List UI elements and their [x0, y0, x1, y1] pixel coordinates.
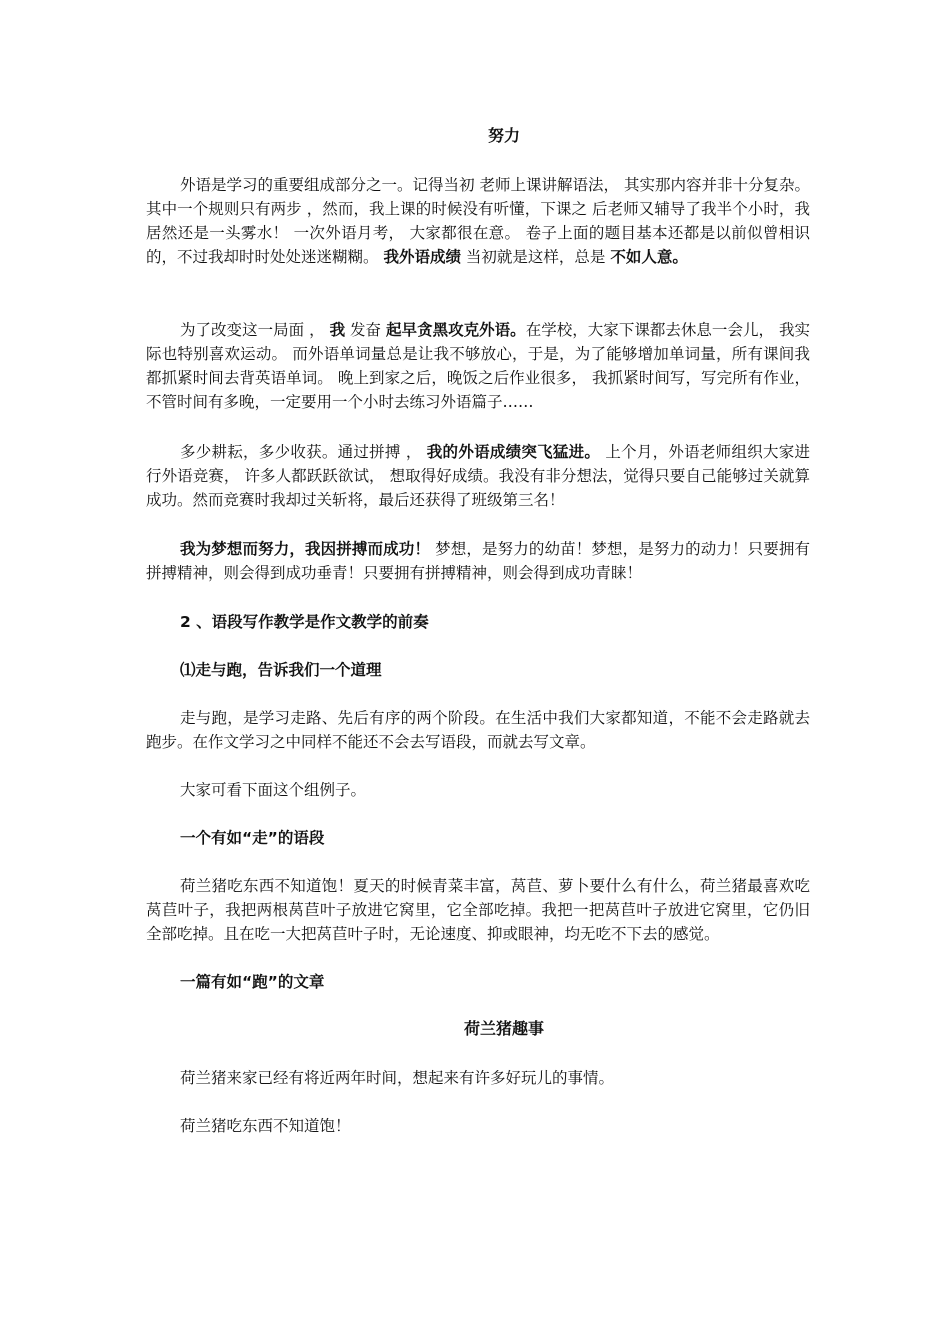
section-heading-2: 2 、语段写作教学是作文教学的前奏	[180, 613, 429, 631]
subsection-heading-1: ⑴走与跑，告诉我们一个道理	[180, 661, 382, 679]
paragraph-2-text-b: 发奋	[345, 321, 387, 339]
paragraph-2-text-c: 在学校，大家下课都去休息一会儿， 我实际也特别喜欢运动。 而外语单词量总是让我不够放心，于是，为了能够增加单词量，所有课间我都抓紧时间去背英语单词。 晚上到家之后，晚饭之后作业很多， 我抓紧时间写，写完所有作业，不管时间有多晚，一定要用一个小时去练习外语篇子……	[146, 321, 810, 411]
paragraph-4-bold-a: 我为梦想而努力，我因拼搏而成功！	[180, 540, 431, 558]
example-heading-run: 一篇有如“跑”的文章	[180, 973, 325, 991]
paragraph-2-bold-a: 我	[329, 321, 346, 339]
paragraph-4-text-a: 梦想，是努力的幼苗！梦想，是努力的动力！只要拥有拼搏精神，则会得到成功垂青！只要拥有拼搏精神，则会得到成功青睐！	[146, 540, 810, 582]
document-title: 努力	[487, 126, 520, 145]
paragraph-1-text-b: 当初就是这样，总是	[460, 248, 611, 266]
paragraph-1-bold-a: 我外语成绩	[383, 248, 461, 266]
paragraph-5: 走与跑，是学习走路、先后有序的两个阶段。在生活中我们大家都知道，不能不会走路就去跑步。在作文学习之中同样不能还不会去写语段，而就去写文章。	[146, 709, 810, 751]
paragraph-2-text-a: 为了改变这一局面 ，	[180, 321, 330, 339]
paragraph-3-text-b: 上个月，外语老师组织大家进行外语竞赛， 许多人都跃跃欲试， 想取得好成绩。我没有非分想法，觉得只要自己能够过关就算成功。然而竞赛时我却过关斩将，最后还获得了班级第三名！	[146, 443, 810, 509]
paragraph-4	[146, 537, 810, 585]
paragraph-8: 荷兰猪来家已经有将近两年时间，想起来有许多好玩儿的事情。	[180, 1069, 615, 1087]
paragraph-6: 大家可看下面这个组例子。	[180, 781, 367, 799]
paragraph-3-bold-a: 我的外语成绩突飞猛进。	[426, 443, 601, 461]
paragraph-7: 荷兰猪吃东西不知道饱！夏天的时候青菜丰富，莴苣、萝卜要什么有什么，荷兰猪最喜欢吃莴苣叶子，我把两根莴苣叶子放进它窝里，它全部吃掉。我把一把莴苣叶子放进它窝里，它仍旧全部吃掉。且在吃一大把莴苣叶子时，无论速度、抑或眼神，均无吃不下去的感觉。	[146, 877, 810, 943]
article-title: 荷兰猪趣事	[463, 1019, 544, 1038]
paragraph-2	[146, 318, 810, 414]
example-heading-walk: 一个有如“走”的语段	[180, 829, 325, 847]
paragraph-1	[146, 173, 810, 269]
paragraph-3	[146, 440, 810, 512]
paragraph-1-text-a: 外语是学习的重要组成部分之一。记得当初 老师上课讲解语法， 其实那内容并非十分复杂。 其中一个规则只有两步 ，然而，我上课的时候没有听懂，下课之 后老师又辅导了我半个小时，我居然还是一头雾水！ 一次外语月考， 大家都很在意。 卷子上面的题目基本还都是以前似曾相识的，不过我却时时处处迷迷糊糊。	[146, 176, 810, 266]
paragraph-3-text-a: 多少耕耘，多少收获。通过拼搏 ，	[180, 443, 427, 461]
paragraph-9: 荷兰猪吃东西不知道饱！	[180, 1117, 351, 1135]
paragraph-1-bold-b: 不如人意。	[610, 248, 688, 266]
paragraph-2-bold-b: 起早贪黑攻克外语。	[386, 321, 526, 339]
